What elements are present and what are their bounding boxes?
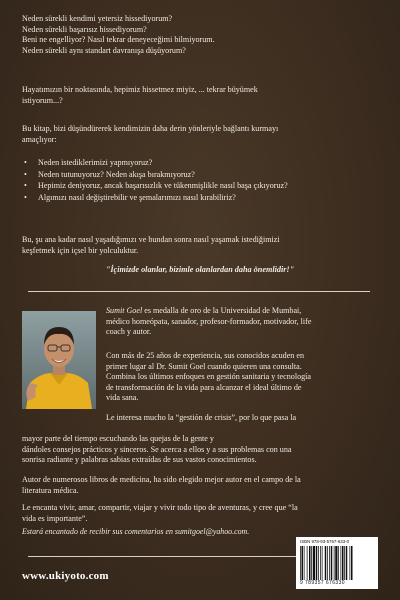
bullet-item: • Neden istediklerimizi yapmıyoruz? bbox=[24, 157, 288, 169]
text-line: Combina los últimos enfoques en gestión sanitaria y tecnología bbox=[106, 372, 312, 382]
question-line: Neden sürekli aynı standart davranışa düşüyorum? bbox=[22, 45, 186, 55]
barcode-number: 9 789357 676330 bbox=[300, 580, 345, 586]
barcode-bar bbox=[309, 546, 311, 580]
barcode-bar bbox=[351, 546, 353, 580]
question-line: Beni ne engelliyor? Nasıl tekrar deneyeceğimi bilmiyorum. bbox=[22, 35, 215, 45]
text-line: médico homeópata, sanador, profesor-formador, motivador, life bbox=[106, 316, 312, 326]
bullet-item: • Neden tutunuyoruz? Neden akışa bırakmıyoruz? bbox=[24, 169, 288, 181]
journey-paragraph bbox=[22, 235, 382, 256]
text-line: sonrisa radiante y palabras sabias extraídas de sus vastos conocimientos. bbox=[22, 455, 257, 465]
text-line: Hayatımızın bir noktasında, hepimiz hissetmez miyiz, ... tekrar büyümek bbox=[22, 85, 258, 94]
crisis-paragraph-start bbox=[106, 413, 382, 424]
intro-paragraph bbox=[22, 85, 362, 106]
text-line: Le encanta vivir, amar, compartir, viajar y vivir todo tipo de aventuras, y cree que “la bbox=[22, 503, 298, 512]
isbn-label: ISBN 978-93-5767-633-0 bbox=[300, 539, 350, 544]
barcode-bar bbox=[320, 546, 321, 580]
barcode-bar bbox=[318, 546, 319, 580]
love-paragraph bbox=[22, 503, 382, 524]
text-line: primer lugar al Dr. Sumit Goel cuando quieren una consulta. bbox=[106, 361, 302, 371]
barcode-bar bbox=[335, 546, 337, 580]
barcode-bar bbox=[311, 546, 312, 580]
barcode-bar bbox=[322, 546, 323, 580]
isbn-barcode bbox=[296, 537, 378, 589]
text-line: amaçlıyor: bbox=[22, 134, 57, 144]
text-line: istiyorum...? bbox=[22, 95, 63, 105]
author-name: Sumit Goel bbox=[106, 306, 143, 315]
text-line: vida es importante”. bbox=[22, 513, 88, 523]
barcode-bar bbox=[316, 546, 318, 580]
experience-paragraph bbox=[106, 351, 382, 404]
barcode-bar bbox=[327, 546, 328, 580]
publisher-website[interactable]: www.ukiyoto.com bbox=[22, 570, 109, 582]
barcode-bar bbox=[307, 546, 308, 580]
text-line: coach y autor. bbox=[106, 327, 152, 337]
author-bio bbox=[106, 306, 382, 338]
barcode-bar bbox=[313, 546, 315, 580]
barcode-bar bbox=[346, 546, 348, 580]
barcode-bar bbox=[331, 546, 333, 580]
question-line: Neden sürekli başarısız hissediyorum? bbox=[22, 24, 147, 34]
barcode-bar bbox=[344, 546, 345, 580]
text-line: Bu, şu ana kadar nasıl yaşadığımızı ve bundan sonra nasıl yaşamak istediğimizi bbox=[22, 235, 280, 244]
featured-quote: "İçimizde olanlar, bizimle olanlardan daha önemlidir!" bbox=[105, 265, 295, 274]
barcode-bar bbox=[341, 546, 342, 580]
author-paragraph bbox=[22, 475, 382, 496]
question-line: Neden sürekli kendimi yetersiz hissediyorum? bbox=[22, 14, 173, 23]
barcode-bar bbox=[300, 546, 301, 580]
bullet-item: • Hepimiz deniyoruz, ancak başarısızlık ve tükenmişlikle nasıl başa çıkıyoruz? bbox=[24, 180, 288, 192]
text-line: Le interesa mucho la “gestión de crisis”, por lo que pasa la bbox=[106, 413, 297, 422]
text-line: keşfetmek için içsel bir yolculuktur. bbox=[22, 245, 139, 255]
barcode-bars bbox=[300, 546, 374, 580]
barcode-bar bbox=[302, 546, 304, 580]
section-divider bbox=[28, 291, 370, 292]
barcode-bar bbox=[338, 546, 339, 580]
text-line: vida sana. bbox=[106, 393, 139, 403]
barcode-bar bbox=[325, 546, 327, 580]
purpose-paragraph bbox=[22, 124, 382, 145]
crisis-paragraph bbox=[22, 434, 382, 466]
text-line: Autor de numerosos libros de medicina, ha sido elegido mejor autor en el campo de la bbox=[22, 475, 301, 484]
author-photo bbox=[22, 311, 96, 409]
text-line: literatura médica. bbox=[22, 485, 79, 495]
barcode-bar bbox=[304, 546, 305, 580]
bullet-item: • Algımızı nasıl değiştirebilir ve şemalarımızı nasıl kırabiliriz? bbox=[24, 192, 288, 204]
contact-line: Estará encantado de recibir sus comentarios en sumitgoel@yahoo.com. bbox=[22, 527, 250, 536]
opening-questions bbox=[22, 14, 382, 56]
text-line: de transformación de la vida para alcanzar el ideal último de bbox=[106, 382, 302, 392]
text-line: mayor parte del tiempo escuchando las quejas de la gente y bbox=[22, 434, 214, 443]
barcode-bar bbox=[342, 546, 344, 580]
barcode-bar bbox=[350, 546, 351, 580]
barcode-bar bbox=[329, 546, 330, 580]
text-line: dándoles consejos prácticos y sinceros. Se acerca a ellos y a sus problemas con una bbox=[22, 444, 292, 454]
question-bullet-list bbox=[24, 157, 288, 203]
barcode-bar bbox=[334, 546, 335, 580]
bio-intro-text: es medalla de oro de la Universidad de Mumbai, bbox=[142, 306, 302, 315]
text-line bbox=[106, 306, 382, 317]
text-line: Con más de 25 años de experiencia, sus conocidos acuden en bbox=[106, 351, 305, 360]
text-line: Bu kitap, bizi düşündürerek kendimizin daha derin yönleriyle bağlantı kurmayı bbox=[22, 124, 279, 133]
